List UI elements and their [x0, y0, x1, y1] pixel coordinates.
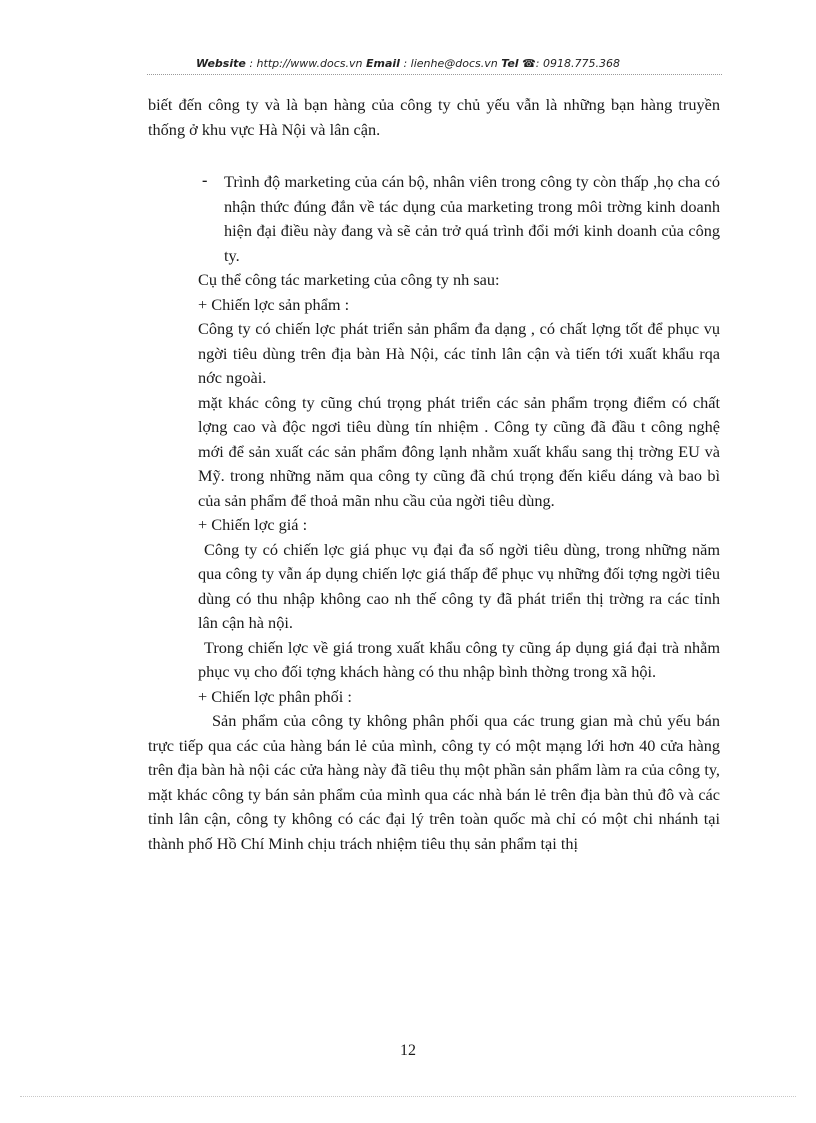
website-value: : http://www.docs.vn: [249, 57, 363, 70]
email-value: : lienhe@docs.vn: [403, 57, 498, 70]
website-label: Website: [196, 57, 246, 70]
product-paragraph-1: Công ty có chiến lợc phát triển sản phẩm đa dạng , có chất lợng tốt để phục vụ ngời tiêu dùng trên địa bàn Hà Nội, các tỉnh lân cận và tiến tới xuất khẩu rqa nớc ngoài.: [198, 319, 720, 387]
bullet-item: [202, 170, 720, 268]
heading-distribution-strategy: + Chiến lợc phân phối :: [198, 686, 352, 706]
price-paragraph-1: Công ty có chiến lợc giá phục vụ đại đa số ngời tiêu dùng, trong những năm qua công ty vẫn áp dụng chiến lợc giá thấp để phục vụ những đối tợng ngời tiêu dùng có thu nhập không cao nh thế công ty đã phát triển thị trờng ra các tỉnh lân cận hà nội.: [198, 539, 720, 632]
tel-label: Tel: [501, 57, 519, 70]
paragraph-continuation: biết đến công ty và là bạn hàng của công ty chủ yếu vẫn là những bạn hàng truyền thống ở khu vực Hà Nội và lân cận.: [148, 95, 720, 139]
price-paragraph-2: Trong chiến lợc về giá trong xuất khẩu công ty cũng áp dụng giá đại trà nhằm phục vụ cho đối tợng khách hàng có thu nhập bình thờng trong xã hội.: [198, 637, 720, 681]
header-divider: [147, 74, 722, 75]
section-intro: Cụ thể công tác marketing của công ty nh sau:: [198, 270, 500, 289]
phone-icon: ☎: [522, 57, 536, 70]
page-bottom-divider: [20, 1096, 796, 1097]
tel-value: : 0918.775.368: [535, 57, 620, 70]
page-header: [0, 57, 816, 70]
email-label: Email: [366, 57, 400, 70]
distribution-paragraph: Sản phẩm của công ty không phân phối qua các trung gian mà chủ yếu bán trực tiếp qua các của hàng bán lẻ của mình, công ty có một mạng lới hơn 40 cửa hàng trên địa bàn hà nội các cửa hàng này đã tiêu thụ một phần sản phẩm làm ra của công ty, mặt khác công ty bán sản phẩm của mình qua các nhà bán lẻ trên địa bàn thủ đô và các tỉnh lân cận, công ty không có các đại lý trên toàn quốc mà chỉ có một chi nhánh tại thành phố Hồ Chí Minh chịu trách nhiệm tiêu thụ sản phẩm tại thị: [148, 711, 720, 853]
bullet-text: Trình độ marketing của cán bộ, nhân viên trong công ty còn thấp ,họ cha có nhận thức đúng đắn về tác dụng của marketing trong môi trờng kinh doanh hiện đại điều này đang và sẽ cản trở quá trình đổi mới kinh doanh của công ty.: [224, 172, 720, 265]
document-body: [148, 93, 720, 856]
page-number: 12: [400, 1042, 416, 1059]
product-paragraph-2: mặt khác công ty cũng chú trọng phát triển các sản phẩm trọng điểm có chất lợng cao và độc ngơi tiêu dùng tín nhiệm . Công ty cũng đã đầu t công nghệ mới để sản xuất các sản phẩm đông lạnh nhằm xuất khẩu sang thị trờng EU và Mỹ. trong những năm qua công ty cũng đã chú trọng đến kiểu dáng và bao bì của sản phẩm để thoả mãn nhu cầu của ngời tiêu dùng.: [198, 392, 720, 510]
heading-product-strategy: + Chiến lợc sản phẩm :: [198, 294, 350, 314]
heading-price-strategy: + Chiến lợc giá :: [198, 515, 308, 534]
bullet-dash: -: [202, 170, 208, 189]
